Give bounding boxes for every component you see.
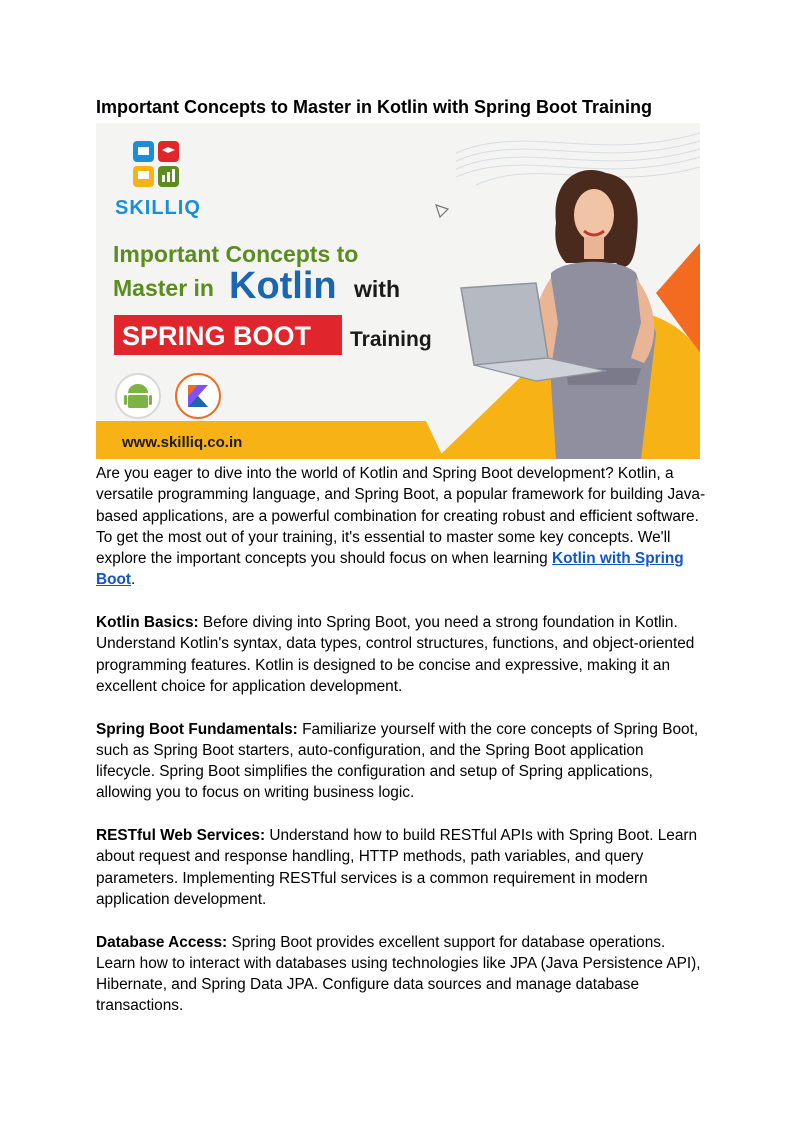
section-heading: RESTful Web Services: bbox=[96, 827, 266, 845]
section-body: Before diving into Spring Boot, you need a strong foundation in Kotlin. Understand Kotlin's syntax, data types, control structures, functions, and object-oriented programming features. Kotlin is designed to be concise and expressive, making it an excellent choice for application development. bbox=[96, 614, 695, 695]
section-restful-web-services bbox=[96, 825, 706, 910]
section-body: Understand how to build RESTful APIs with Spring Boot. Learn about request and response handling, HTTP methods, path variables, and query parameters. Implementing RESTful services is a common requirement in modern application development. bbox=[96, 827, 698, 908]
website-url: www.skilliq.co.in bbox=[122, 434, 243, 451]
article-body bbox=[96, 463, 706, 1038]
brand-name: SKILLIQ bbox=[115, 197, 201, 219]
document-title: Important Concepts to Master in Kotlin with Spring Boot Training bbox=[96, 97, 652, 117]
kotlin-spring-boot-link[interactable]: Kotlin with Spring Boot bbox=[96, 550, 684, 589]
intro-end: . bbox=[131, 571, 136, 589]
intro-paragraph bbox=[96, 463, 706, 591]
section-body: Spring Boot provides excellent support for database operations. Learn how to interact with databases using technologies like JPA (Java Persistence API), Hibernate, and Spring Data JPA. Configure data sources and manage database transactions. bbox=[96, 933, 701, 1015]
section-heading: Kotlin Basics: bbox=[96, 614, 199, 632]
spring-boot-label: SPRING BOOT bbox=[122, 321, 312, 351]
section-body: Familiarize yourself with the core concepts of Spring Boot, such as Spring Boot starters, auto-configuration, and the Spring Boot application lifecycle. Spring Boot simplifies the configuration and setup of Spring applications, allowing you to focus on writing business logic. bbox=[96, 720, 699, 802]
headline-line-2-prefix: Master in bbox=[113, 275, 214, 301]
section-database-access bbox=[96, 932, 706, 1017]
section-heading: Database Access: bbox=[96, 933, 228, 951]
training-label: Training bbox=[350, 328, 432, 351]
intro-text: Are you eager to dive into the world of Kotlin and Spring Boot development? Kotlin, a versatile programming language, and Spring Boot, a popular framework for building Java-based applications, are a powerful combination for creating robust and efficient software. To get the most out of your training, it's essential to master some key concepts. We'll explore the important concepts you should focus on when learning bbox=[96, 465, 706, 568]
section-heading: Spring Boot Fundamentals: bbox=[96, 720, 298, 738]
headline-line-2-suffix: with bbox=[354, 276, 400, 302]
section-kotlin-basics bbox=[96, 612, 706, 697]
hero-banner bbox=[96, 123, 700, 459]
section-spring-boot-fundamentals bbox=[96, 719, 706, 804]
headline-kotlin: Kotlin bbox=[229, 265, 337, 307]
headline-line-1: Important Concepts to bbox=[113, 241, 359, 267]
